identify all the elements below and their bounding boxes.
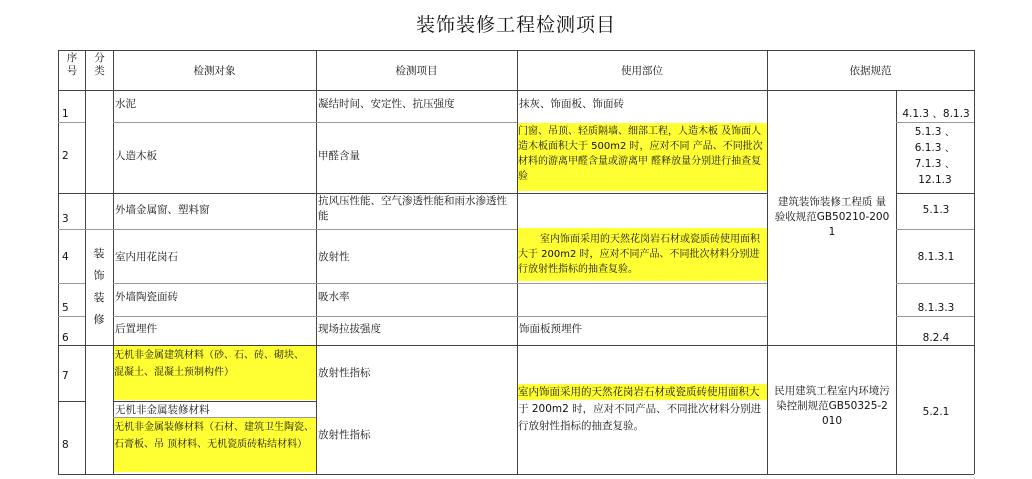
header-location: 使用部位 bbox=[621, 65, 663, 77]
row8-location: 室内饰面采用的天然花岗岩石材或瓷质砖使用面积大于 200m2 时，应对不同产品、不同批次材料分别进行放射性指标的抽查复验。 bbox=[518, 386, 762, 432]
row1-clause: 4.1.3 、8.1.3 bbox=[902, 108, 970, 120]
category-label: 装饰装修 bbox=[93, 247, 105, 326]
row8-object-a: 无机非金属装修材料 bbox=[115, 404, 210, 416]
row2-clause: 5.1.3 、 6.1.3 、 7.1.3 、 12.1.3 bbox=[914, 126, 956, 186]
header-object: 检测对象 bbox=[193, 65, 236, 77]
row1-item: 凝结时间、安定性、抗压强度 bbox=[318, 98, 455, 110]
row3-no: 3 bbox=[62, 213, 69, 225]
row6-clause: 8.2.4 bbox=[922, 332, 950, 344]
row4-location: 室内饰面采用的天然花岗岩石材或瓷质砖使用面积大于 200m2 时，应对不同产品、不同批次材料分别进行放射性指标的抽查复验。 bbox=[518, 234, 760, 275]
row7-item: 放射性指标 bbox=[318, 367, 371, 379]
header-seq: 序号 bbox=[66, 52, 78, 77]
row4-no: 4 bbox=[62, 251, 69, 263]
row3-object: 外墙金属窗、塑料窗 bbox=[115, 204, 210, 216]
row8-clause: 5.2.1 bbox=[922, 406, 950, 418]
row2-no: 2 bbox=[62, 150, 69, 162]
row1-object: 水泥 bbox=[115, 98, 136, 110]
row5-clause: 8.1.3.3 bbox=[917, 302, 955, 314]
row5-object: 外墙陶瓷面砖 bbox=[115, 291, 178, 303]
header-item: 检测项目 bbox=[395, 65, 438, 77]
row7-object: 无机非金属建筑材料（砂、石、砖、砌块、混凝土、混凝土预制构件） bbox=[114, 350, 304, 378]
page-title: 装饰装修工程检测项目 bbox=[415, 14, 616, 36]
row2-item: 甲醛含量 bbox=[318, 150, 360, 162]
row2-object: 人造木板 bbox=[115, 150, 157, 162]
row3-clause: 5.1.3 bbox=[922, 204, 950, 216]
row6-item: 现场拉拔强度 bbox=[318, 323, 381, 335]
row1-no: 1 bbox=[62, 108, 69, 120]
standard-gb50325: 民用建筑工程室内环境污染控制规范GB50325-2010 bbox=[774, 385, 890, 427]
row7-no: 7 bbox=[62, 370, 69, 382]
header-standard: 依据规范 bbox=[849, 65, 892, 77]
row3-item: 抗风压性能、空气渗透性能和雨水渗透性能 bbox=[318, 195, 507, 222]
row5-item: 吸水率 bbox=[318, 291, 350, 303]
row6-location: 饰面板预埋件 bbox=[519, 323, 582, 335]
row8-item: 放射性指标 bbox=[318, 429, 371, 441]
row6-no: 6 bbox=[62, 332, 69, 344]
row8-no: 8 bbox=[62, 439, 69, 451]
row4-clause: 8.1.3.1 bbox=[917, 251, 955, 263]
row2-location: 门窗、吊顶、轻质隔墙、细部工程，人造木板 及饰面人造木板面积大于 500m2 时，应对不同 产品、不同批次材料的游离甲醛含量或游离甲 醛释放量分别进行抽查复验 bbox=[518, 126, 763, 182]
row4-item: 放射性 bbox=[318, 251, 350, 263]
row8-object-b: 无机非金属装修材料（石材、建筑卫生陶瓷、石膏板、吊 顶材料、无机瓷质砖粘结材料） bbox=[114, 422, 314, 450]
row4-object: 室内用花岗石 bbox=[115, 251, 178, 263]
row1-location: 抹灰、饰面板、饰面砖 bbox=[519, 98, 624, 110]
standard-gb50210: 建筑装饰装修工程质 量验收规范GB50210-2001 bbox=[774, 196, 890, 238]
header-category: 分类 bbox=[94, 52, 105, 77]
row5-no: 5 bbox=[62, 302, 69, 314]
row6-object: 后置埋件 bbox=[115, 323, 157, 335]
